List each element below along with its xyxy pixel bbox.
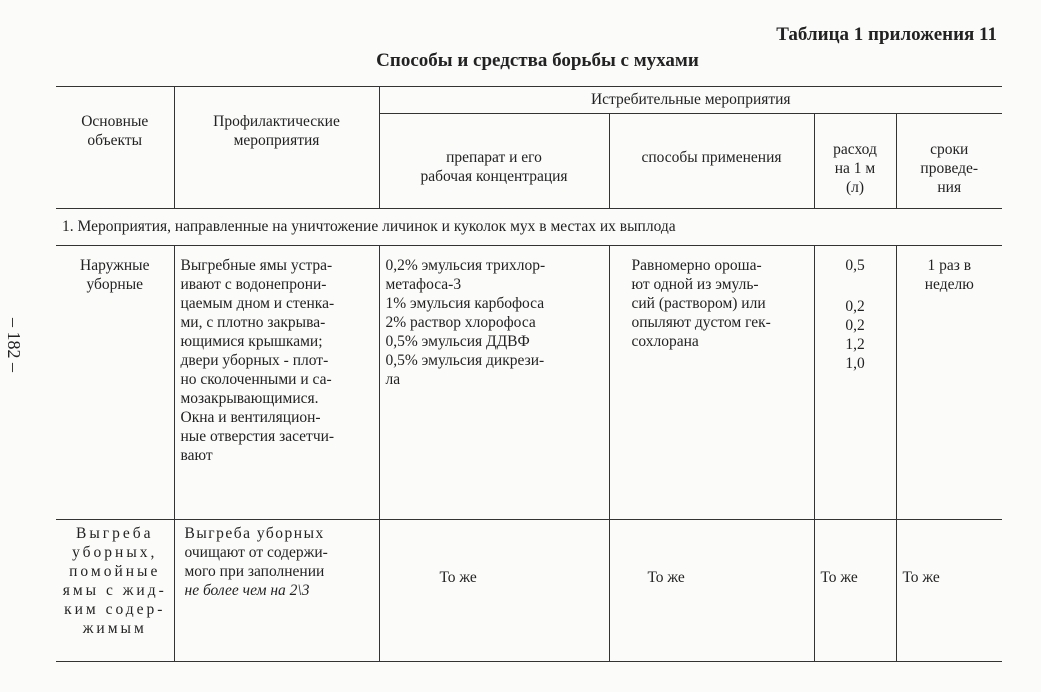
header-timing (896, 114, 1002, 209)
header-preparation (379, 114, 609, 209)
row1-prophylactic-line: ивают с водонепрони- (180, 276, 327, 293)
row1-prophylactic-line: двери уборных - плот- (180, 352, 329, 369)
row2-prophylactic-line: мого при заполнении (184, 563, 325, 580)
row1-prophylactic-line: ющимися крышками; (180, 333, 323, 350)
header-objects-line: Основные (81, 113, 149, 130)
row1-consumption-value: 0,2 (845, 317, 865, 334)
header-row-1 (56, 87, 1002, 114)
row1-preparation-line: 0,5% эмульсия дикрези- (385, 352, 545, 369)
row1-consumption (814, 246, 896, 520)
page-number: – 182 – (4, 318, 24, 372)
header-consumption-line: на 1 м (834, 160, 876, 177)
header-consumption-line: (л) (845, 179, 865, 196)
row2-consumption: То же (814, 520, 896, 662)
row1-prophylactic-line: ми, с плотно закрыва- (180, 314, 326, 331)
appendix-label: Таблица 1 приложения 11 (776, 24, 997, 45)
section-1-title: 1. Мероприятия, направленные на уничтожение личинок и куколок мух в местах их выплода (56, 209, 1002, 246)
row1-method-line: ют одной из эмуль- (631, 276, 759, 293)
row1-timing-line: неделю (924, 276, 974, 293)
page-title: Способы и средства борьбы с мухами (376, 50, 699, 71)
row2-object-line: Выгреба (75, 525, 154, 542)
header-prophylactic (174, 87, 379, 209)
row2-object-line: уборных, (72, 544, 158, 561)
row2-timing: То же (896, 520, 1002, 662)
row1-preparation-line: метафоса-3 (385, 276, 462, 293)
header-timing-line: проведе- (920, 160, 979, 177)
row1-preparation-line: 0,5% эмульсия ДДВФ (385, 333, 530, 350)
row1-prophylactic-line: цаемым дном и стенка- (180, 295, 335, 312)
row1-prophylactic-line: вают (180, 447, 213, 464)
header-extermination: Истребительные мероприятия (379, 87, 1002, 114)
row2-object-line: ким содер- (64, 601, 166, 618)
row2-object-line: жимым (82, 620, 147, 637)
row2-object (56, 520, 174, 662)
row1-object-line: Наружные (80, 257, 150, 274)
row1-timing-line: 1 раз в (927, 257, 972, 274)
row1-consumption-value: 0,2 (845, 298, 865, 315)
row1-method-line: опыляют дустом гек- (631, 314, 771, 331)
flies-control-table (56, 86, 1002, 662)
row1-consumption-value: 1,0 (845, 355, 865, 372)
header-consumption (814, 114, 896, 209)
row1-preparation-line: 2% раствор хлорофоса (385, 314, 536, 331)
row1-prophylactic-line: Выгребные ямы устра- (180, 257, 333, 274)
row1-preparation-line: 0,2% эмульсия трихлор- (385, 257, 546, 274)
row2-prophylactic-line: очищают от содержи- (184, 544, 328, 561)
row1-preparation-line: ла (385, 371, 401, 388)
header-consumption-line: расход (833, 141, 877, 158)
header-objects-line: объекты (87, 132, 143, 149)
row1-object-line: уборные (86, 276, 144, 293)
row2-object-line: ямы с жид- (62, 582, 167, 599)
table-row (56, 520, 1002, 662)
row1-method (609, 246, 814, 520)
row1-method-line: сий (раствором) или (631, 295, 766, 312)
row1-object (56, 246, 174, 520)
row1-timing (896, 246, 1002, 520)
header-timing-line: ния (937, 179, 962, 196)
row2-prophylactic (174, 520, 379, 662)
row1-preparation-line: 1% эмульсия карбофоса (385, 295, 545, 312)
row1-prophylactic-line: мозакрывающимися. (180, 390, 319, 407)
section-row (56, 209, 1002, 246)
header-objects (56, 87, 174, 209)
row1-consumption-value: 0,5 (845, 257, 865, 274)
row1-consumption-value: 1,2 (845, 336, 865, 353)
table-row (56, 246, 1002, 520)
row2-prophylactic-line: не более чем на 2\3 (184, 582, 310, 599)
row2-method: То же (609, 520, 814, 662)
row2-object-line: помойные (69, 563, 161, 580)
row1-method-line: Равномерно ороша- (631, 257, 762, 274)
row1-prophylactic-line: Окна и вентиляцион- (180, 409, 321, 426)
row1-prophylactic-line: но сколоченными и са- (180, 371, 332, 388)
row1-prophylactic-line: ные отверстия засетчи- (180, 428, 335, 445)
header-prophylactic-line: мероприятия (233, 132, 320, 149)
row1-preparations (379, 246, 609, 520)
row1-method-line: сохлорана (631, 333, 699, 350)
row2-preparation: То же (379, 520, 609, 662)
header-prophylactic-line: Профилактические (213, 113, 340, 130)
row1-prophylactic (174, 246, 379, 520)
header-preparation-line: препарат и его (446, 149, 542, 166)
header-timing-line: сроки (930, 141, 969, 158)
header-methods: способы применения (609, 114, 814, 209)
row2-prophylactic-line: Выгреба уборных (184, 525, 325, 542)
header-preparation-line: рабочая концентрация (420, 168, 568, 185)
